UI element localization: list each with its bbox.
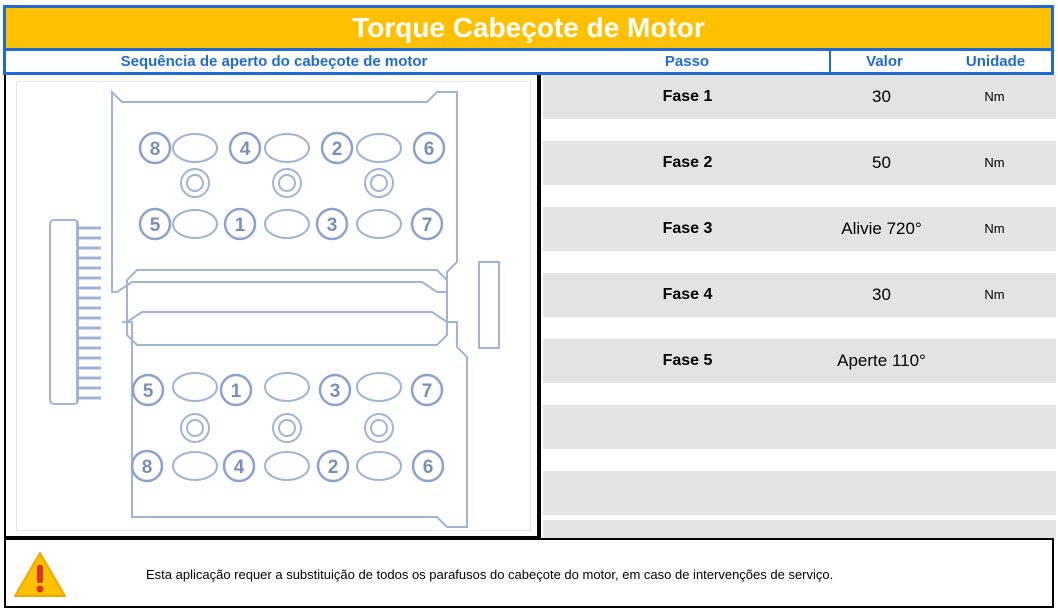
- note-text: Esta aplicação requer a substituição de todos os parafusos do cabeçote do motor, em caso de intervenções de serviço.: [146, 567, 834, 582]
- torque-table: [539, 75, 1054, 538]
- bolt-number: 8: [141, 457, 153, 478]
- page-title: Torque Cabeçote de Motor: [352, 12, 705, 43]
- bolt-number: 7: [421, 215, 433, 236]
- bolt-number: 4: [239, 139, 251, 160]
- step-name: Fase 3: [662, 220, 713, 237]
- cylinder-head-svg: [17, 82, 532, 532]
- step-unit: Nm: [984, 287, 1005, 302]
- step-unit: Nm: [984, 89, 1005, 104]
- bolt-number: 4: [233, 457, 245, 478]
- header-sequence: Sequência de aperto do cabeçote de motor: [120, 53, 428, 70]
- bolt-number: 5: [149, 215, 161, 236]
- step-value: Aperte 110°: [837, 351, 926, 370]
- title-bar: [3, 5, 1054, 51]
- table-row: [543, 207, 1056, 251]
- header-unit: Unidade: [965, 53, 1026, 70]
- bolt-number: 6: [422, 457, 434, 478]
- header-step: Passo: [664, 53, 710, 70]
- table-row-empty: [543, 471, 1056, 515]
- header-value: Valor: [866, 53, 903, 70]
- step-unit: [933, 339, 1056, 383]
- bolt-number: 3: [326, 215, 338, 236]
- cylinder-head-diagram: [16, 81, 531, 531]
- right-bracket: [479, 262, 499, 348]
- bolt-number: 2: [327, 457, 339, 478]
- table-row-empty: [543, 520, 1056, 538]
- step-name: Fase 1: [662, 88, 713, 105]
- bolt-number: 1: [230, 381, 242, 402]
- step-value: 50: [872, 153, 891, 172]
- bolt-number: 6: [423, 139, 435, 160]
- table-row-empty: [543, 405, 1056, 449]
- valve-ports: [173, 134, 401, 480]
- step-unit: Nm: [984, 221, 1005, 236]
- step-value: 30: [872, 87, 891, 106]
- table-header: [3, 51, 1054, 75]
- bolt-number: 7: [421, 381, 433, 402]
- gear-housing: [50, 220, 78, 404]
- step-name: Fase 2: [662, 154, 713, 171]
- bolt-number: 5: [142, 381, 154, 402]
- bolt-number: 1: [234, 215, 246, 236]
- bolt-number: 8: [149, 139, 161, 160]
- step-value: 30: [872, 285, 891, 304]
- step-value: Alivie 720°: [841, 219, 922, 238]
- gear-teeth: [79, 228, 101, 398]
- bolt-number: 2: [331, 139, 343, 160]
- diagram-panel: [4, 75, 539, 538]
- warning-icon: [12, 550, 68, 600]
- table-row: [543, 273, 1056, 317]
- service-note: [4, 538, 1054, 608]
- step-name: Fase 5: [662, 352, 713, 369]
- table-row: [543, 141, 1056, 185]
- header-divider: [829, 51, 831, 72]
- step-unit: Nm: [984, 155, 1005, 170]
- table-row: [543, 75, 1056, 119]
- table-row: [543, 339, 1056, 383]
- step-name: Fase 4: [662, 286, 713, 303]
- bolt-number: 3: [329, 381, 341, 402]
